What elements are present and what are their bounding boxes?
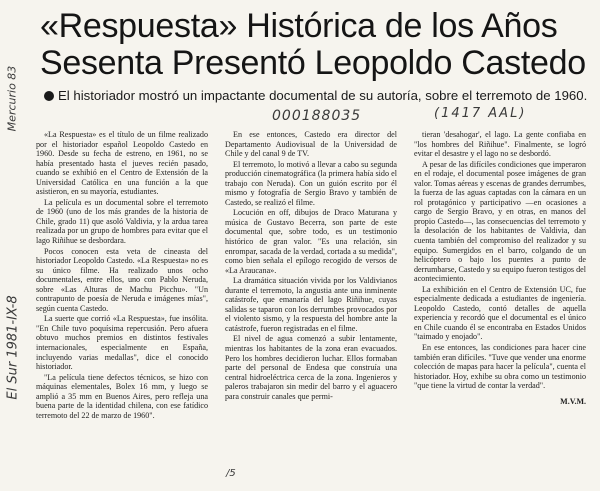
paragraph: tieran 'desahogar', el lago. La gente confiaba en "los hombres del Riñihue". Finalmente, se logró evitar el desastre y el lago no se desbordó.	[414, 130, 586, 159]
paragraph: La película es un documental sobre el terremoto de 1960 (uno de los más grandes de la historia de Chile, grado 11) que asoló Valdivia, y la ardua tarea realizada por un grupo de hombres para evitar que el lago Riñihue se desbordara.	[36, 197, 208, 246]
paragraph: La suerte que corrió «La Respuesta», fue insólita. "En Chile tuvo poquísima repercusión. Pero afuera obtuvo muchos premios en distintos festivales internacionales, especialmente en España, incluyendo varias medallas", dice el conocido historiador.	[36, 314, 208, 372]
paragraph: En ese entonces, las condiciones para hacer cine también eran difíciles. "Tuve que vender una enorme colección de mapas para hacer la película", cuenta el historiador. Hoy, exhibe su obra como un testimonio "que tiene la virtud de contar la verdad".	[414, 343, 586, 391]
article-column-3	[414, 130, 586, 406]
paragraph: A pesar de las difíciles condiciones que imperaron en el rodaje, el documental posee imágenes de gran valor. Tomas aéreas y escenas de grandes derrumbes, la fuerza de las aguas captadas con la cámara en un rol protagónico y participativo —en ocasiones a cargo de Sergio Bravo, y en otras, en manos del propio Castedo—, las consecuencias del terremoto y la desolación de los habitantes de Valdivia, dan cuenta también del compromiso del realizador y su equipo. Sumergidos en el barro, colgando de un helicóptero o bajo los puentes a punto de derrumbarse, Castedo y su equipo fueron testigos del acontecimiento.	[414, 159, 586, 284]
article-column-2	[225, 130, 397, 401]
paragraph: «La Respuesta» es el título de un filme realizado por el historiador español Leopoldo Castedo en 1960. Desde su fecha de estreno, en 1961, no se había presentado hasta el jueves recién pasado, cuando se exhibió en el Centro de Extensión de la Universidad Católica en una función a la que asistieron, en su mayoría, estudiantes.	[36, 130, 208, 197]
article-lead	[44, 88, 594, 104]
paragraph: El terremoto, lo motivó a llevar a cabo su segunda producción cinematográfica (la primera había sido el trabajo con Neruda). Con un guión escrito por él mismo y fotografía de Sergio Bravo y también de Castedo, se realizó el filme.	[225, 159, 397, 207]
handwritten-side-label: Mercurio 83	[5, 65, 19, 132]
handwritten-page-reference: (1417 AAL)	[434, 106, 527, 121]
paragraph: "La película tiene defectos técnicos, se hizo con máquinas elementales, Bolex 16 mm, y luego se amplió a 35 mm en Buenos Aires, pero refleja una buena parte de la identidad chilena, con ese fatídico terremoto del 22 de marzo de 1960".	[36, 372, 208, 420]
paragraph: En ese entonces, Castedo era director del Departamento Audiovisual de la Universidad de Chile y del canal 9 de TV.	[225, 130, 397, 159]
article-headline: «Respuesta» Histórica de los Años Sesenta Presentó Leopoldo Castedo	[40, 7, 586, 82]
handwritten-corner-mark: /5	[226, 468, 236, 479]
paragraph: Locución en off, dibujos de Draco Maturana y música de Gustavo Becerra, son parte de este documental que, sobre todo, es un testimonio histórico de gran valor. "Es una relación, sin enrompar, sacada de la verdad, cortada a su medida", como bien señala el epílogo recogido de versos de «La Araucana».	[225, 208, 397, 275]
bullet-icon	[44, 91, 54, 101]
paragraph: La dramática situación vivida por los Valdivianos durante el terremoto, la angustia ante una inminente catástrofe, que emanaría del lago Riñihue, cuyas salidas se taparon con los derrumbes provocados por el violento sismo, y la respuesta del hombre ante la catástrofe, fueron registradas en el filme.	[225, 276, 397, 333]
article-column-1	[36, 130, 208, 420]
paragraph: Pocos conocen esta veta de cineasta del historiador Leopoldo Castedo. «La Respuesta» no es su único filme. Ha realizado unos ocho documentales, entre ellos, uno con Pablo Neruda, sobre «Las Alturas de Machu Picchu». "Un contrapunto de poesía de Neruda e imágenes mías", según cuenta Castedo.	[36, 246, 208, 313]
paragraph: La exhibición en el Centro de Extensión UC, fue especialmente dedicada a estudiantes de ingeniería. Leopoldo Castedo, contó detalles de aquella experiencia y recordó que el documental es el único en Chile cuando él se encontraba en Estados Unidos "taimado y enojado".	[414, 284, 586, 342]
handwritten-catalog-code: 000188035	[272, 108, 362, 124]
paragraph: El nivel de agua comenzó a subir lentamente, mientras los habitantes de la zona eran evacuados. Pero los hombres decidieron luchar. Ellos formaban parte del personal de Endesa que construía una central hidroeléctrica cerca de la zona. Ingenieros y paleros trabajaron sin medir del barro y el aguacero para construir canales que permi-	[225, 334, 397, 401]
handwritten-side-date: El Sur 1981-IX-8	[5, 295, 21, 400]
author-signature: M.V.M.	[560, 396, 586, 406]
lead-text: El historiador mostró un impactante documental de su autoría, sobre el terremoto de 1960.	[58, 88, 588, 103]
